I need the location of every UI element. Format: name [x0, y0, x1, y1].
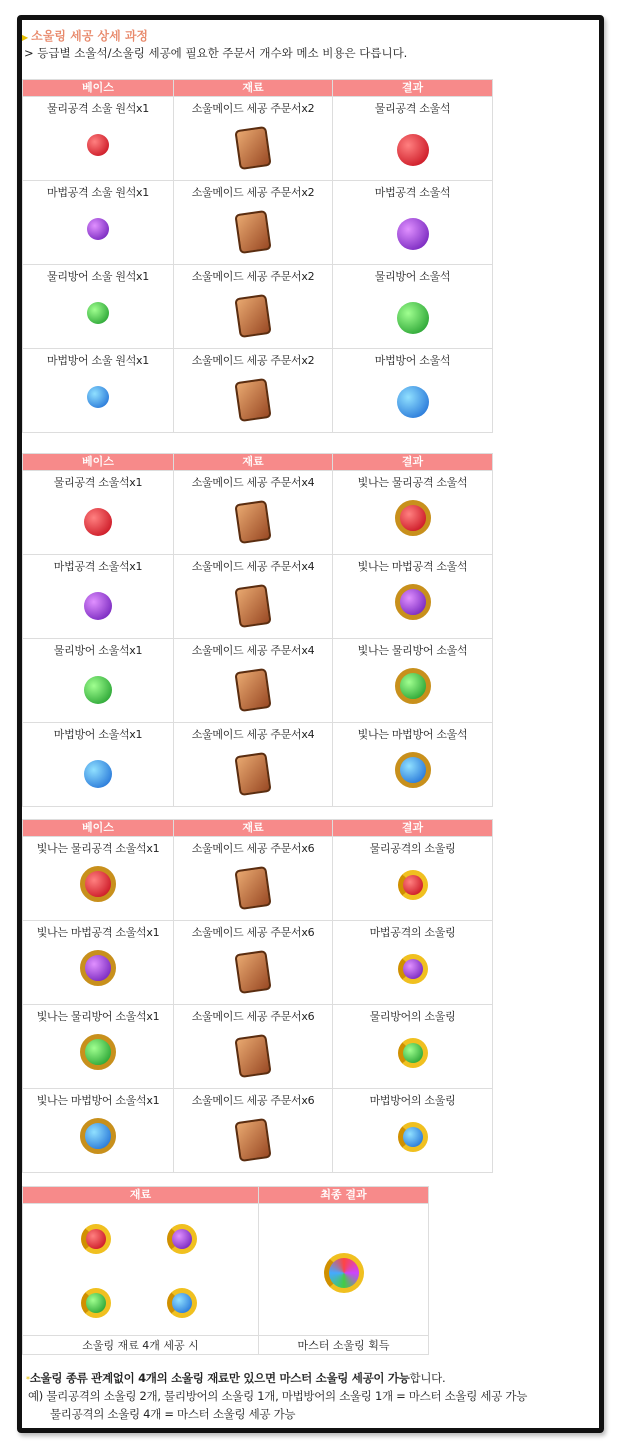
red-soulstone-icon [395, 500, 431, 536]
table-row [23, 1089, 493, 1173]
table-row [23, 639, 493, 723]
result-cell [333, 837, 493, 921]
result-cell [333, 921, 493, 1005]
base-label: 빛나는 마법공격 소울석x1 [36, 926, 160, 939]
base-cell [23, 181, 174, 265]
result-label: 빛나는 물리방어 소울석 [357, 644, 468, 657]
header-final-result: 최종 결과 [259, 1187, 429, 1204]
result-label: 물리방어의 소울링 [369, 1010, 456, 1023]
base-cell [23, 1005, 174, 1089]
table-row [23, 181, 493, 265]
result-label: 마법공격의 소울링 [369, 926, 456, 939]
purple-soulstone-icon [395, 584, 431, 620]
material-cell [174, 639, 333, 723]
magic-defense-soulring-icon [167, 1288, 197, 1318]
final-table [22, 1186, 429, 1355]
red-soulstone-icon [397, 134, 429, 166]
note-tail: 합니다. [409, 1371, 446, 1385]
base-label: 빛나는 물리방어 소울석x1 [36, 1010, 160, 1023]
table-row [23, 921, 493, 1005]
base-label: 마법방어 소울석x1 [53, 728, 143, 741]
result-cell [333, 181, 493, 265]
header-base: 베이스 [23, 454, 174, 471]
green-soulstone-icon [397, 302, 429, 334]
blue-soulring-icon [398, 1122, 428, 1152]
table-row [23, 1005, 493, 1089]
material-label: 소울메이드 세공 주문서x2 [191, 102, 315, 115]
subtitle: > 등급별 소울석/소울링 세공에 필요한 주문서 개수와 메소 비용은 다릅니다. [24, 46, 408, 60]
asterisk-icon: * [26, 1375, 30, 1384]
base-cell [23, 471, 174, 555]
base-cell [23, 921, 174, 1005]
material-cell [174, 555, 333, 639]
note-example-2: 물리공격의 소울링 4개 = 마스터 소울링 세공 가능 [50, 1407, 296, 1421]
table-row [23, 265, 493, 349]
scroll-icon [234, 210, 271, 254]
base-label: 물리방어 소울 원석x1 [47, 270, 149, 283]
section-title [22, 27, 148, 44]
material-cell [174, 349, 333, 433]
blue-soulstone-icon [80, 1118, 116, 1154]
material-cell [174, 471, 333, 555]
base-cell [23, 555, 174, 639]
note-example-1: 예) 물리공격의 소울링 2개, 물리방어의 소울링 1개, 마법방어의 소울링 1개 = 마스터 소울링 세공 가능 [28, 1389, 527, 1403]
result-cell [333, 97, 493, 181]
title-text: 소울링 세공 상세 과정 [31, 29, 149, 43]
green-soulstone-icon [87, 302, 109, 324]
material-cell [174, 837, 333, 921]
material-label: 소울메이드 세공 주문서x4 [191, 560, 315, 573]
master-soulring-icon [324, 1253, 364, 1293]
material-label: 소울메이드 세공 주문서x4 [191, 644, 315, 657]
result-label: 마법방어의 소울링 [369, 1094, 456, 1107]
result-label: 마법방어 소울석 [374, 354, 451, 367]
physical-attack-soulring-icon [81, 1224, 111, 1254]
material-cell [174, 265, 333, 349]
scroll-icon [234, 1034, 271, 1078]
header-materials: 재료 [23, 1187, 259, 1204]
result-label: 빛나는 마법공격 소울석 [357, 560, 468, 573]
header-result: 결과 [333, 820, 493, 837]
result-label: 물리방어 소울석 [374, 270, 451, 283]
header-base: 베이스 [23, 80, 174, 97]
base-label: 물리공격 소울석x1 [53, 476, 143, 489]
header-material: 재료 [174, 454, 333, 471]
note-main [26, 1370, 445, 1386]
scroll-icon [234, 126, 271, 170]
result-cell [333, 349, 493, 433]
green-soulstone-icon [80, 1034, 116, 1070]
scroll-icon [234, 1118, 271, 1162]
scroll-icon [234, 500, 271, 544]
purple-soulstone-icon [84, 592, 112, 620]
material-label: 소울메이드 세공 주문서x2 [191, 186, 315, 199]
material-label: 소울메이드 세공 주문서x4 [191, 728, 315, 741]
material-cell [174, 97, 333, 181]
material-cell [174, 181, 333, 265]
base-label: 마법공격 소울석x1 [53, 560, 143, 573]
result-label: 빛나는 마법방어 소울석 [357, 728, 468, 741]
note-bold: 소울링 종류 관계없이 4개의 소울링 재료만 있으면 마스터 소울링 세공이 가능 [29, 1371, 410, 1385]
triangle-bullet-icon: ▶ [22, 33, 29, 42]
result-label: 물리공격의 소울링 [369, 842, 456, 855]
scroll-icon [234, 294, 271, 338]
blue-soulstone-icon [397, 386, 429, 418]
blue-soulstone-icon [84, 760, 112, 788]
red-soulring-icon [398, 870, 428, 900]
table-row [23, 837, 493, 921]
material-label: 소울메이드 세공 주문서x6 [191, 842, 315, 855]
purple-soulstone-icon [80, 950, 116, 986]
magic-attack-soulring-icon [167, 1224, 197, 1254]
result-label: 빛나는 물리공격 소울석 [357, 476, 468, 489]
result-cell [333, 1089, 493, 1173]
red-soulstone-icon [84, 508, 112, 536]
base-label: 빛나는 마법방어 소울석x1 [36, 1094, 160, 1107]
result-cell [333, 555, 493, 639]
green-soulring-icon [398, 1038, 428, 1068]
result-cell [333, 1005, 493, 1089]
scroll-icon [234, 950, 271, 994]
material-label: 소울메이드 세공 주문서x6 [191, 926, 315, 939]
red-soulstone-icon [87, 134, 109, 156]
base-cell [23, 265, 174, 349]
green-soulstone-icon [84, 676, 112, 704]
header-result: 결과 [333, 454, 493, 471]
base-label: 물리공격 소울 원석x1 [47, 102, 149, 115]
craft-table [22, 453, 493, 807]
material-cell [174, 1005, 333, 1089]
result-label: 물리공격 소울석 [374, 102, 451, 115]
result-cell [333, 723, 493, 807]
blue-soulstone-icon [87, 386, 109, 408]
material-cell [174, 921, 333, 1005]
green-soulstone-icon [395, 668, 431, 704]
table-row [23, 349, 493, 433]
result-cell [333, 265, 493, 349]
table-row [23, 555, 493, 639]
header-base: 베이스 [23, 820, 174, 837]
header-material: 재료 [174, 80, 333, 97]
materials-cell [23, 1204, 259, 1336]
purple-soulstone-icon [87, 218, 109, 240]
material-label: 소울메이드 세공 주문서x6 [191, 1010, 315, 1023]
result-cell [333, 639, 493, 723]
left-caption: 소울링 재료 4개 세공 시 [23, 1336, 259, 1355]
base-label: 빛나는 물리공격 소울석x1 [36, 842, 160, 855]
blue-soulstone-icon [395, 752, 431, 788]
scroll-icon [234, 668, 271, 712]
table-row [23, 723, 493, 807]
base-cell [23, 723, 174, 807]
scroll-icon [234, 584, 271, 628]
red-soulstone-icon [80, 866, 116, 902]
base-label: 마법방어 소울 원석x1 [47, 354, 149, 367]
right-caption: 마스터 소울링 획득 [259, 1336, 429, 1355]
craft-table [22, 79, 493, 433]
base-label: 물리방어 소울석x1 [53, 644, 143, 657]
final-result-cell [259, 1204, 429, 1336]
scroll-icon [234, 378, 271, 422]
base-cell [23, 349, 174, 433]
scroll-icon [234, 866, 271, 910]
purple-soulstone-icon [397, 218, 429, 250]
material-label: 소울메이드 세공 주문서x6 [191, 1094, 315, 1107]
result-label: 마법공격 소울석 [374, 186, 451, 199]
craft-table [22, 819, 493, 1173]
base-cell [23, 837, 174, 921]
table-row [23, 97, 493, 181]
result-cell [333, 471, 493, 555]
base-cell [23, 1089, 174, 1173]
purple-soulring-icon [398, 954, 428, 984]
header-result: 결과 [333, 80, 493, 97]
base-cell [23, 97, 174, 181]
table-row [23, 471, 493, 555]
material-label: 소울메이드 세공 주문서x2 [191, 270, 315, 283]
material-label: 소울메이드 세공 주문서x2 [191, 354, 315, 367]
material-cell [174, 723, 333, 807]
base-cell [23, 639, 174, 723]
material-label: 소울메이드 세공 주문서x4 [191, 476, 315, 489]
scroll-icon [234, 752, 271, 796]
material-cell [174, 1089, 333, 1173]
base-label: 마법공격 소울 원석x1 [47, 186, 149, 199]
physical-defense-soulring-icon [81, 1288, 111, 1318]
header-material: 재료 [174, 820, 333, 837]
